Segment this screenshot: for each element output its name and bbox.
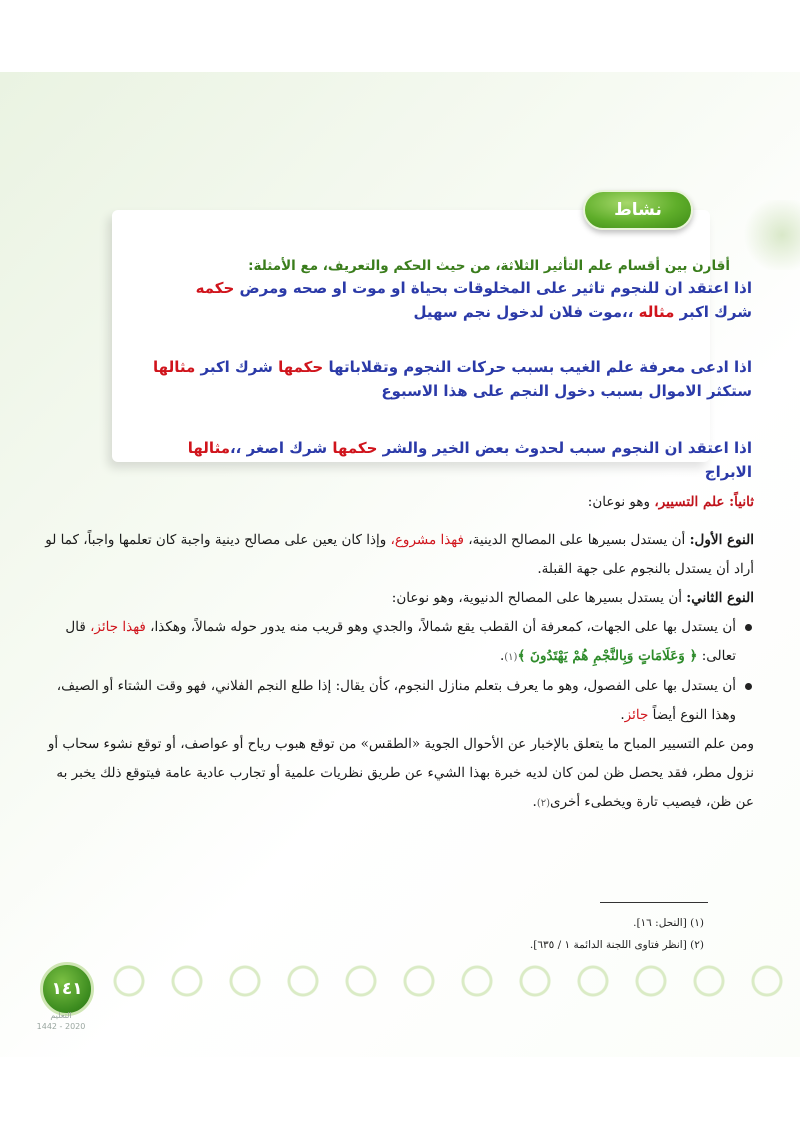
list-item: أن يستدل بها على الفصول، وهو ما يعرف بتعلم منازل النجوم، كأن يقال: إذا طلع النجم الفلاني، فهو وقت الشتاء أو الصيف، وهذا النوع أيضاً جائز.: [44, 672, 754, 730]
footnote-divider: [600, 902, 708, 903]
footnotes: [304, 912, 704, 956]
answer-3: اذا اعتقد ان النجوم سبب لحدوث بعض الخير والشر حكمها شرك اصغر ،،مثالها الابراج: [187, 439, 752, 481]
activity-box: [112, 210, 710, 462]
footnote-2: (٢) [انظر فتاوى اللجنة الدائمة ١ / ٦٣٥].: [529, 939, 704, 951]
section-body: [44, 526, 754, 818]
section-heading: ثانياً: علم التسيير، وهو نوعان:: [587, 494, 754, 510]
type1-paragraph: النوع الأول: أن يستدل بسيرها على المصالح الدينية، فهذا مشروع، وإذا كان يعين على مصالح دينية واجبة كان تعلمها واجباً، كما لو أراد أن يستدل بالنجوم على جهة القبلة.: [45, 532, 754, 577]
bullet-list: [44, 613, 754, 730]
closing-paragraph: ومن علم التسيير المباح ما يتعلق بالإخبار عن الأحوال الجوية «الطقس» من توقع هبوب رياح أو عواصف، أو توقع نشوء سحاب أو نزول مطر، فقد يحصل ظن لمن كان لديه خبرة بهذا الشيء عن طريق نظريات علمية أو تجارب عادية عامة فيتوقع ذلك يخبر به عن ظن، فيصيب تارة ويخطىء أخرى(٢).: [47, 736, 754, 810]
answer-2: اذا ادعى معرفة علم الغيب بسبب حركات النجوم وتقلاباتها حكمها شرك اكبر مثالها ستكثر الاموال بسبب دخول النجم على هذا الاسبوع: [153, 358, 752, 400]
answer-1: اذا اعتقد ان للنجوم تاثير على المخلوقات بحياة او موت او صحه ومرض حكمه شرك اكبر مثاله ،،موت فلان لدخول نجم سهيل: [195, 279, 752, 321]
activity-tag: نشاط: [583, 190, 693, 230]
page-number: ١٤١: [40, 962, 94, 1016]
decorative-border: [100, 952, 800, 1010]
ministry-logo: التعليم 2020 - 1442: [36, 1011, 86, 1031]
activity-prompt: أقارن بين أقسام علم التأثير الثلاثة، من حيث الحكم والتعريف، مع الأمثلة:: [248, 258, 730, 274]
footnote-1: (١) [النحل: ١٦].: [633, 917, 704, 929]
list-item: أن يستدل بها على الجهات، كمعرفة أن القطب يقع شمالاً، والجدي وهو قريب منه يدور حوله شمالاً، وهكذا، فهذا جائز، قال تعالى: ﴿ وَعَلَامَاتٍ وَبِالنَّجْمِ هُمْ يَهْتَدُونَ ﴾(١).: [44, 613, 754, 672]
corner-ornament: [740, 200, 800, 270]
type2-paragraph: النوع الثاني: أن يستدل بسيرها على المصالح الدنيوية، وهو نوعان:: [391, 590, 754, 606]
